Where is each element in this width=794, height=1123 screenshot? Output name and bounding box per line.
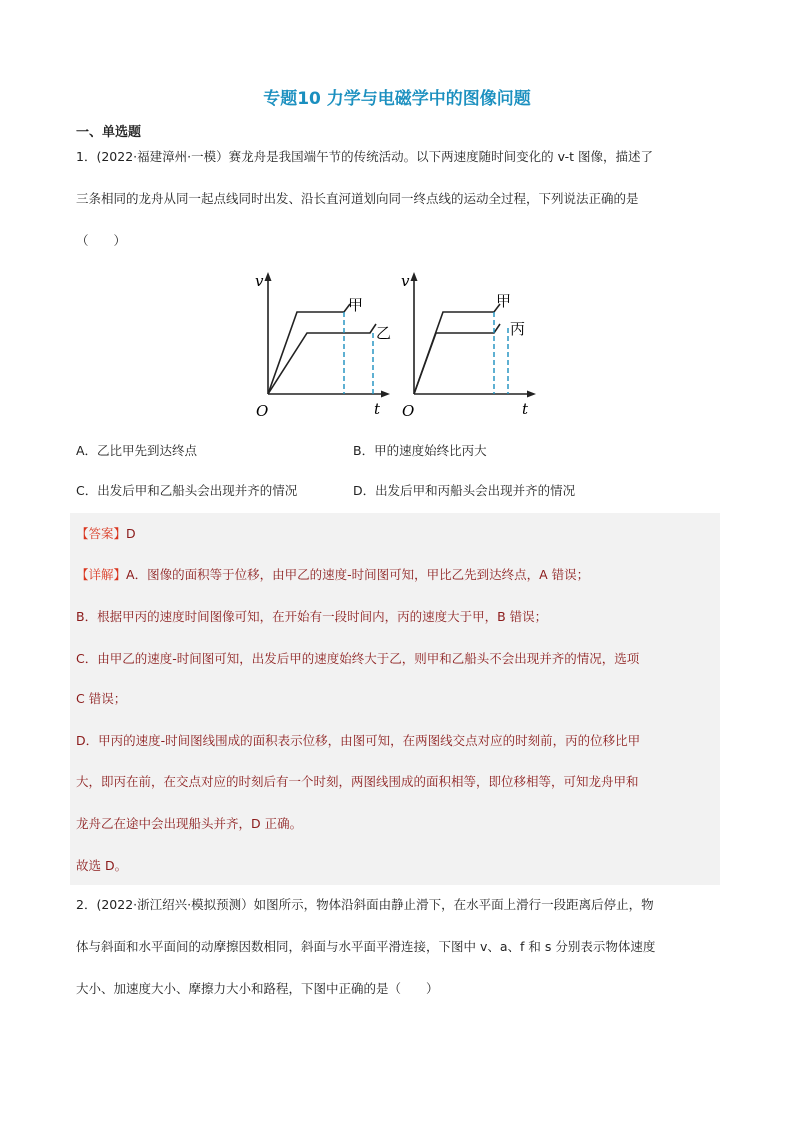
curve-label-bing: 丙 [510, 320, 526, 338]
t-axis-label: t [374, 400, 381, 418]
detail-line-d-2: 大，即丙在前，在交点对应的时刻后有一个时刻，两图线围成的面积相等，即位移相等，可知龙舟甲和 [76, 774, 639, 789]
question-1-text [76, 136, 720, 262]
conclusion-line: 故选 D。 [76, 858, 128, 873]
vt-graph-jia-bing [398, 266, 546, 420]
page-title: 专题10 力学与电磁学中的图像问题 [263, 89, 531, 109]
curve-label-jia: 甲 [496, 292, 512, 310]
answer-label: 【答案】 [76, 526, 127, 541]
detail-line-a [76, 566, 589, 584]
question-1-line-2: 三条相同的龙舟从同一起点线同时出发、沿长直河道划向同一终点线的运动全过程，下列说法正确的是 [76, 191, 639, 206]
origin-label: O [402, 402, 415, 420]
section-heading: 一、单选题 [76, 125, 142, 140]
vt-graph-jia-yi [252, 266, 400, 420]
option-a: A．乙比甲先到达终点 [76, 443, 198, 458]
t-axis-label: t [522, 400, 529, 418]
detail-a-text: A．图像的面积等于位移，由甲乙的速度-时间图可知，甲比乙先到达终点，A 错误； [126, 567, 590, 582]
answer-line [76, 525, 136, 543]
curve-label-jia: 甲 [348, 296, 364, 314]
question-1-line-3: （ ） [76, 233, 127, 248]
option-c: C．出发后甲和乙船头会出现并齐的情况 [76, 483, 298, 498]
answer-value: D [126, 526, 136, 541]
option-b: B．甲的速度始终比丙大 [353, 443, 487, 458]
detail-line-d-1: D．甲丙的速度-时间图线围成的面积表示位移，由图可知，在两图线交点对应的时刻前，丙的位移比甲 [76, 733, 641, 748]
detail-line-d-3: 龙舟乙在途中会出现船头并齐，D 正确。 [76, 816, 303, 831]
detail-label: 【详解】 [76, 567, 127, 582]
question-2-text [76, 884, 720, 1010]
curve-label-yi: 乙 [376, 324, 392, 342]
question-2-line-2: 体与斜面和水平面间的动摩擦因数相同，斜面与水平面平滑连接，下图中 v、a、f 和 s 分别表示物体速度 [76, 939, 656, 954]
question-1-line-1: 1．(2022·福建漳州·一模）赛龙舟是我国端午节的传统活动。以下两速度随时间变化的 v-t 图像，描述了 [76, 149, 654, 164]
detail-line-b: B．根据甲丙的速度时间图像可知，在开始有一段时间内，丙的速度大于甲，B 错误； [76, 609, 548, 624]
question-2-line-3: 大小、加速度大小、摩擦力大小和路程，下图中正确的是（ ） [76, 981, 439, 996]
v-axis-label: v [401, 272, 410, 290]
detail-line-c-2: C 错误； [76, 691, 127, 706]
question-2-line-1: 2．(2022·浙江绍兴·模拟预测）如图所示，物体沿斜面由静止滑下，在水平面上滑行一段距离后停止，物 [76, 897, 654, 912]
detail-line-c-1: C．由甲乙的速度-时间图可知，出发后甲的速度始终大于乙，则甲和乙船头不会出现并齐的情况，选项 [76, 651, 640, 666]
option-d: D．出发后甲和丙船头会出现并齐的情况 [353, 483, 576, 498]
v-axis-label: v [255, 272, 264, 290]
origin-label: O [256, 402, 269, 420]
